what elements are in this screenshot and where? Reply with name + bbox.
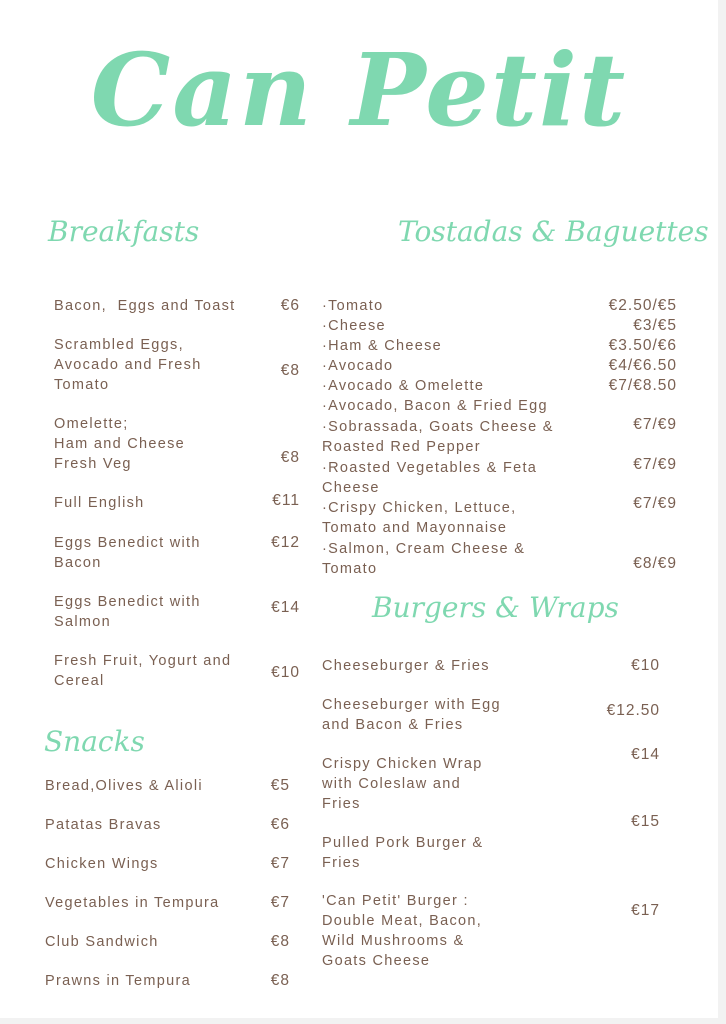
restaurant-title: Can Petit [90,31,628,149]
breakfast-item-price: €8 [280,362,300,379]
tostada-item-name: ·Salmon, Cream Cheese & Tomato [322,541,526,577]
tostada-item-price: €3.50/€6 [608,337,677,354]
tostada-item-price: €7/€9 [633,416,677,433]
snacks-heading: Snacks [44,725,145,758]
snack-item-name: Prawns in Tempura [45,973,191,989]
breakfast-item-name: Full English [54,495,145,511]
burger-item-price: €14 [631,746,660,763]
tostada-item-name: ·Tomato [322,298,384,314]
tostada-item-name: ·Sobrassada, Goats Cheese & Roasted Red Pepper [322,419,554,455]
burger-item-price: €15 [631,813,660,830]
snack-item-price: €7 [270,855,290,872]
tostada-item-price: €3/€5 [633,317,677,334]
breakfast-item-price: €11 [272,492,300,509]
burger-item-price: €12.50 [606,702,660,719]
breakfast-item-price: €8 [280,449,300,466]
breakfast-item-name: Scrambled Eggs, Avocado and Fresh Tomato [54,337,202,393]
breakfast-item-price: €6 [280,297,300,314]
snack-item-price: €8 [270,972,290,989]
burger-item-price: €17 [631,902,660,919]
tostada-item-name: ·Ham & Cheese [322,338,443,354]
breakfast-item-price: €10 [271,664,300,681]
snack-item-price: €7 [270,894,290,911]
breakfast-item-name: Bacon, Eggs and Toast [54,298,236,314]
breakfast-item-name: Eggs Benedict with Bacon [54,535,201,571]
burger-item-name: 'Can Petit' Burger : Double Meat, Bacon, Wild Mushrooms & Goats Cheese [322,893,483,969]
burger-item-name: Crispy Chicken Wrap with Coleslaw and Fries [322,756,483,812]
snack-item-price: €6 [270,816,290,833]
burger-item-name: Pulled Pork Burger & Fries [322,835,484,871]
tostada-item-name: ·Avocado [322,358,394,374]
breakfast-item-name: Eggs Benedict with Salmon [54,594,201,630]
burgers-heading: Burgers & Wraps [372,591,619,624]
snack-item-name: Club Sandwich [45,934,159,950]
tostada-item-price: €7/€9 [633,456,677,473]
breakfast-item-price: €14 [271,599,300,616]
tostada-item-name: ·Avocado & Omelette [322,378,485,394]
burger-item-name: Cheeseburger & Fries [322,658,490,674]
breakfast-item-name: Fresh Fruit, Yogurt and Cereal [54,653,232,689]
breakfasts-heading: Breakfasts [48,215,200,248]
burger-item-name: Cheeseburger with Egg and Bacon & Fries [322,697,501,733]
burger-item-price: €10 [631,657,660,674]
snack-item-name: Vegetables in Tempura [45,895,220,911]
tostadas-heading: Tostadas & Baguettes [398,215,709,248]
snack-item-price: €8 [270,933,290,950]
snack-item-name: Bread,Olives & Alioli [45,778,203,794]
tostada-item-name: ·Crispy Chicken, Lettuce, Tomato and Mayonnaise [322,500,517,536]
tostada-item-name: ·Avocado, Bacon & Fried Egg [322,398,548,414]
breakfast-item-price: €12 [271,534,300,551]
snack-item-name: Patatas Bravas [45,817,162,833]
snack-item-name: Chicken Wings [45,856,159,872]
tostada-item-price: €7/€9 [633,495,677,512]
tostada-item-name: ·Cheese [322,318,386,334]
tostada-item-price: €4/€6.50 [608,357,677,374]
snack-item-price: €5 [270,777,290,794]
tostada-item-name: ·Roasted Vegetables & Feta Cheese [322,460,538,496]
tostada-item-price: €8/€9 [633,555,677,572]
breakfast-item-name: Omelette; Ham and Cheese Fresh Veg [54,416,186,472]
tostada-item-price: €7/€8.50 [608,377,677,394]
tostada-item-price: €2.50/€5 [608,297,677,314]
